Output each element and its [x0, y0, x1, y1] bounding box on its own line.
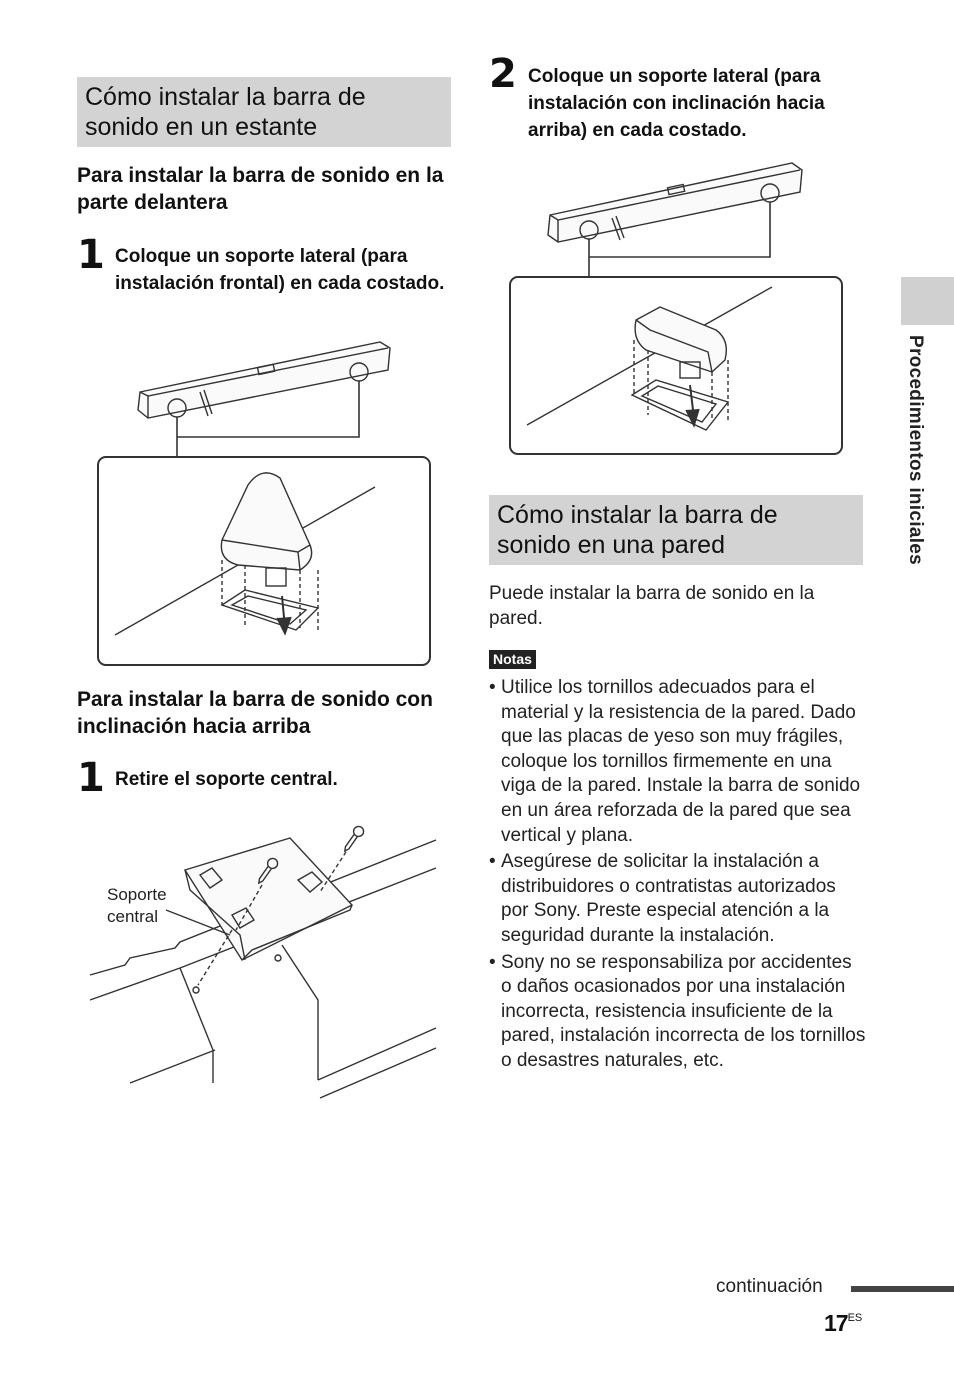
section-title-shelf-text: Cómo instalar la barra de sonido en un estante [85, 83, 366, 141]
subheading-tilt-install: Para instalar la barra de sonido con inclinación hacia arriba [77, 688, 433, 738]
note-text: Sony no se responsabiliza por accidentes o daños ocasionados por una instalación incorrecta, resistencia insuficiente de la pared, instalación incorrecta de los tornillos o desastres naturales, etc. [501, 951, 866, 1071]
note-item [489, 676, 867, 848]
step-number-1-tilt: 1 [77, 755, 105, 801]
side-tab-label: Procedimientos iniciales [905, 335, 926, 566]
note-item [489, 951, 867, 1074]
notes-list [489, 676, 867, 1076]
section-title-wall-text: Cómo instalar la barra de sonido en una pared [497, 501, 778, 559]
section-title-shelf [77, 77, 451, 147]
step-number-1-front: 1 [77, 232, 105, 278]
side-tab-marker [901, 277, 954, 325]
notes-badge: Notas [489, 650, 536, 669]
page-number-value: 17 [824, 1310, 848, 1336]
bullet-icon: • [489, 951, 496, 973]
step-number-2: 2 [489, 51, 517, 97]
bullet-icon: • [489, 851, 496, 873]
step-2-text: Coloque un soporte lateral (para instalación con inclinación hacia arriba) en cada costado. [528, 66, 825, 141]
note-text: Utilice los tornillos adecuados para el material y la resistencia de la pared. Dado que las placas de yeso son muy frágiles, coloque los tornillos firmemente en una viga de la pared. Instale la barra de sonido en un área reforzada de la pared que sea vertical y plana. [501, 677, 861, 846]
continuation-bar [851, 1286, 954, 1292]
page-number [824, 1310, 862, 1337]
continuation-text: continuación [716, 1276, 823, 1297]
figure-label-central: central [107, 907, 159, 926]
note-item [489, 850, 867, 948]
note-text: Asegúrese de solicitar la instalación a distribuidores o contratistas autorizados por Sony. Preste especial atención a la seguridad durante la instalación. [501, 851, 836, 946]
bullet-icon: • [489, 677, 496, 698]
figure-label-soporte: Soporte [107, 885, 167, 904]
step-1-tilt-text: Retire el soporte central. [115, 769, 338, 790]
step-1-front-text: Coloque un soporte lateral (para instalación frontal) en cada costado. [115, 246, 445, 294]
section-title-wall [489, 495, 863, 565]
subheading-front-install: Para instalar la barra de sonido en la parte delantera [77, 164, 444, 214]
wall-intro-text: Puede instalar la barra de sonido en la pared. [489, 583, 815, 629]
page-number-suffix: ES [847, 1312, 863, 1324]
